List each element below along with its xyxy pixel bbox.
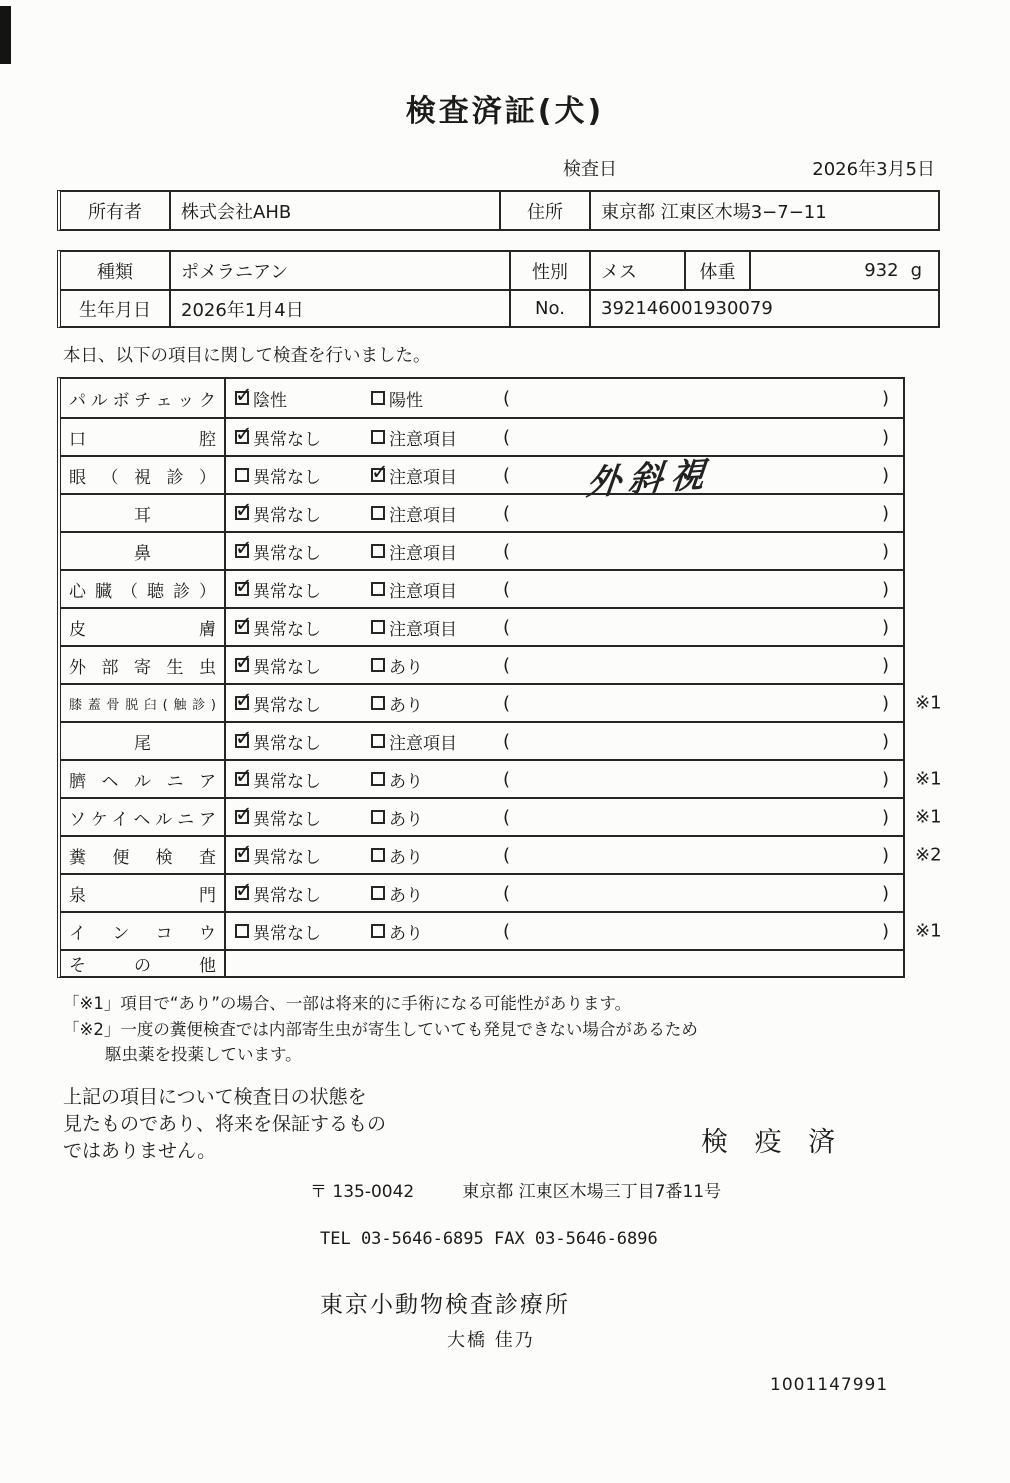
exam-option-2-label: 注意項目 [389, 543, 457, 564]
paren-open: ( [503, 882, 511, 904]
exam-option-1 [235, 767, 371, 792]
exam-option-2-label: 注意項目 [389, 581, 457, 602]
exam-row [61, 607, 903, 645]
paren-close: ) [881, 502, 889, 524]
exam-result-cell [226, 723, 903, 759]
paren-close: ) [881, 882, 889, 904]
birth-label: 生年月日 [79, 299, 151, 321]
checkbox-icon [235, 506, 249, 520]
paren-close: ) [881, 654, 889, 676]
exam-option-1-label: 異常なし [253, 809, 321, 830]
exam-option-1-label: 異常なし [253, 429, 321, 450]
exam-result-cell [226, 495, 903, 531]
exam-item-label: 膝蓋骨脱臼(触診) [69, 697, 216, 713]
exam-result-cell [226, 875, 903, 911]
paren-open: ( [503, 730, 511, 752]
exam-row [61, 759, 942, 797]
exam-note-area [501, 883, 891, 904]
exam-result-cell [226, 419, 903, 455]
checkbox-icon [235, 391, 249, 405]
checkbox-icon [371, 734, 385, 748]
sex-value: メス [589, 252, 684, 289]
exam-item-cell [61, 379, 226, 417]
paren-open: ( [503, 920, 511, 942]
exam-item-cell [61, 609, 226, 645]
paren-open: ( [503, 387, 511, 409]
paren-open: ( [503, 578, 511, 600]
exam-row [61, 453, 903, 504]
exam-item-label: 口腔 [69, 429, 216, 450]
exam-option-2-label: あり [389, 847, 423, 868]
exam-option-2 [371, 615, 501, 640]
checkbox-icon [235, 734, 249, 748]
paren-close: ) [881, 730, 889, 752]
exam-option-1-label: 異常なし [253, 505, 321, 526]
handwritten-note: 外斜視 [584, 453, 715, 504]
disclaimer-line-1: 上記の項目について検査日の状態を [63, 1085, 367, 1108]
paren-close: ) [881, 806, 889, 828]
exam-item-cell [61, 723, 226, 759]
exam-result-cell [226, 913, 903, 949]
exam-item-label: 尾 [134, 733, 151, 754]
checkbox-icon [371, 506, 385, 520]
paren-close: ) [881, 616, 889, 638]
exam-item-cell [61, 533, 226, 569]
exam-result-cell [226, 647, 903, 683]
exam-option-2 [371, 729, 501, 754]
exam-option-2 [371, 805, 501, 830]
exam-option-1 [235, 843, 371, 868]
exam-item-cell [61, 571, 226, 607]
checkbox-icon [235, 582, 249, 596]
exam-option-1-label: 異常なし [253, 733, 321, 754]
exam-item-cell [61, 913, 226, 949]
exam-option-2-label: あり [389, 923, 423, 944]
paren-open: ( [503, 654, 511, 676]
disclaimer-line-2: 見たものであり、将来を保証するもの [63, 1112, 387, 1135]
exam-item-label: 糞便検査 [69, 847, 216, 868]
exam-option-2 [371, 843, 501, 868]
exam-result-cell [226, 951, 903, 976]
exam-remark: ※1 [915, 806, 942, 828]
birth-value: 2026年1月4日 [169, 291, 509, 326]
exam-item-cell [61, 457, 226, 493]
exam-option-2-label: 注意項目 [389, 429, 457, 450]
no-value: 392146001930079 [589, 291, 938, 326]
exam-option-1-label: 陰性 [253, 390, 287, 411]
exam-option-2-label: あり [389, 657, 423, 678]
checkbox-icon [371, 696, 385, 710]
exam-remark: ※1 [915, 920, 942, 942]
paren-open: ( [503, 844, 511, 866]
exam-note-area [501, 617, 891, 638]
checkbox-icon [235, 468, 249, 482]
exam-item-cell [61, 647, 226, 683]
checkbox-icon [235, 848, 249, 862]
address-label: 住所 [499, 192, 589, 229]
footnote-2-line-1: 「※2」一度の糞便検査では内部寄生虫が寄生していても発見できない場合があるため [63, 1019, 698, 1039]
paren-close: ) [881, 426, 889, 448]
checkbox-icon [235, 886, 249, 900]
exam-note-area [501, 845, 891, 866]
exam-row [61, 493, 903, 531]
checkbox-icon [371, 886, 385, 900]
exam-option-2-label: あり [389, 771, 423, 792]
exam-option-2 [371, 539, 501, 564]
exam-option-1 [235, 425, 371, 450]
exam-item-label: 眼（視診） [69, 467, 216, 488]
checkbox-icon [371, 620, 385, 634]
exam-row [61, 379, 903, 417]
exam-option-1 [235, 919, 371, 944]
serial-number: 1001147991 [770, 1374, 889, 1395]
exam-option-1 [235, 653, 371, 678]
paren-open: ( [503, 768, 511, 790]
exam-note-area [501, 769, 891, 790]
breed-label: 種類 [97, 261, 133, 283]
exam-item-label: 鼻 [134, 543, 151, 564]
checkbox-icon [371, 544, 385, 558]
exam-option-1-label: 異常なし [253, 695, 321, 716]
exam-note-area [501, 503, 891, 524]
exam-option-2 [371, 463, 501, 488]
exam-item-cell [61, 685, 226, 721]
footnote-2-line-2: 駆虫薬を投薬しています。 [105, 1045, 302, 1065]
checkbox-icon [235, 658, 249, 672]
exam-row [61, 797, 942, 835]
disclaimer-block [63, 1084, 1010, 1165]
exam-option-2 [371, 577, 501, 602]
exam-item-label: 心臓（聴診） [69, 581, 216, 602]
owner-label: 所有者 [88, 201, 142, 223]
exam-item-label: 外部寄生虫 [69, 657, 216, 678]
exam-row [61, 835, 942, 873]
exam-option-2 [371, 425, 501, 450]
exam-option-1-label: 異常なし [253, 657, 321, 678]
exam-option-1-label: 異常なし [253, 885, 321, 906]
checkbox-icon [235, 696, 249, 710]
exam-item-label: 皮膚 [69, 619, 216, 640]
clinic-address-line [310, 1177, 1010, 1202]
exam-option-2-label: 注意項目 [389, 467, 457, 488]
exam-row [61, 721, 903, 759]
exam-option-1 [235, 463, 371, 488]
exam-item-label: その他 [69, 956, 216, 976]
exam-option-2 [371, 767, 501, 792]
exam-result-cell [226, 379, 903, 417]
exam-option-1 [235, 539, 371, 564]
clinic-name: 東京小動物検査診療所 [320, 1291, 570, 1318]
exam-result-cell [226, 761, 903, 797]
paren-close: ) [881, 464, 889, 486]
paren-open: ( [503, 692, 511, 714]
inspection-date-row [563, 155, 935, 181]
paren-close: ) [881, 768, 889, 790]
exam-option-1 [235, 729, 371, 754]
checkbox-icon [235, 430, 249, 444]
checkbox-icon [235, 772, 249, 786]
exam-result-cell [226, 837, 903, 873]
exam-item-label: 泉門 [69, 885, 216, 906]
paren-close: ) [881, 844, 889, 866]
exam-remark: ※1 [915, 768, 942, 790]
checkbox-icon [371, 391, 385, 405]
exam-option-2-label: 注意項目 [389, 505, 457, 526]
exam-row [61, 683, 942, 721]
exam-option-1-label: 異常なし [253, 847, 321, 868]
exam-note-area [501, 731, 891, 752]
exam-item-cell [61, 495, 226, 531]
pet-row-2 [61, 289, 938, 326]
exam-option-2-label: あり [389, 885, 423, 906]
clinic-address: 東京都 江東区木場三丁目7番11号 [462, 1181, 722, 1202]
exam-option-2 [371, 691, 501, 716]
exam-option-1 [235, 615, 371, 640]
tel-fax-line: TEL 03-5646-6895 FAX 03-5646-6896 [320, 1228, 658, 1249]
exam-item-cell [61, 761, 226, 797]
exam-result-cell [226, 685, 903, 721]
exam-row [61, 417, 903, 455]
checkbox-icon [235, 544, 249, 558]
exam-option-1-label: 異常なし [253, 771, 321, 792]
page-title: 検査済証(犬) [405, 94, 605, 129]
exam-item-cell [61, 419, 226, 455]
weight-label: 体重 [684, 252, 749, 289]
exam-option-1 [235, 577, 371, 602]
paren-close: ) [881, 692, 889, 714]
exam-option-1 [235, 805, 371, 830]
checkbox-icon [371, 848, 385, 862]
intro-text: 本日、以下の項目に関して検査を行いました。 [63, 346, 431, 366]
footnotes [63, 991, 1010, 1068]
exam-remark: ※2 [915, 844, 942, 866]
exam-note-area [501, 388, 891, 409]
checkbox-icon [235, 924, 249, 938]
paren-open: ( [503, 464, 511, 486]
exam-option-1-label: 異常なし [253, 619, 321, 640]
exam-option-2-label: 注意項目 [389, 733, 457, 754]
exam-option-2-label: 陽性 [389, 390, 423, 411]
checkbox-icon [371, 658, 385, 672]
checkbox-icon [371, 772, 385, 786]
exam-result-cell [226, 533, 903, 569]
exam-result-cell [226, 799, 903, 835]
exam-row [61, 645, 903, 683]
exam-option-1-label: 異常なし [253, 581, 321, 602]
exam-row [61, 873, 903, 911]
paren-close: ) [881, 387, 889, 409]
exam-option-2 [371, 501, 501, 526]
exam-result-cell [226, 571, 903, 607]
paren-open: ( [503, 426, 511, 448]
exam-result-cell [226, 609, 903, 645]
exam-item-cell [61, 799, 226, 835]
exam-note-area [501, 427, 891, 448]
inspection-date-value: 2026年3月5日 [812, 159, 935, 180]
scan-artifact [0, 6, 11, 64]
paren-open: ( [503, 540, 511, 562]
sex-label: 性別 [509, 252, 589, 289]
exam-item-label: インコウ [69, 923, 216, 944]
exam-item-cell [61, 837, 226, 873]
exam-table [57, 377, 942, 978]
exam-result-cell [226, 453, 903, 504]
exam-option-1 [235, 501, 371, 526]
breed-value: ポメラニアン [169, 252, 509, 289]
paren-close: ) [881, 540, 889, 562]
exam-note-area [501, 655, 891, 676]
exam-item-label: ソケイヘルニア [69, 809, 216, 830]
exam-option-2 [371, 881, 501, 906]
veterinarian-name: 大橋 佳乃 [447, 1329, 535, 1351]
exam-option-1 [235, 386, 371, 411]
exam-note-area [501, 541, 891, 562]
quarantine-stamp: 検 疫 済 [701, 1126, 845, 1158]
checkbox-icon [371, 582, 385, 596]
exam-option-1 [235, 881, 371, 906]
owner-row [61, 192, 938, 229]
checkbox-icon [371, 468, 385, 482]
checkbox-icon [371, 430, 385, 444]
checkbox-icon [235, 810, 249, 824]
exam-note-area [501, 453, 891, 504]
exam-row [61, 569, 903, 607]
exam-option-2 [371, 386, 501, 411]
exam-row [61, 911, 942, 949]
exam-item-cell [61, 875, 226, 911]
no-label: No. [509, 291, 589, 326]
exam-option-1-label: 異常なし [253, 923, 321, 944]
exam-option-2 [371, 653, 501, 678]
exam-item-label: 耳 [134, 505, 151, 526]
postal-code: 〒 135-0042 [310, 1181, 415, 1202]
weight-cell [749, 252, 938, 289]
exam-option-1-label: 異常なし [253, 467, 321, 488]
exam-option-2-label: あり [389, 809, 423, 830]
exam-option-2-label: 注意項目 [389, 619, 457, 640]
address-value: 東京都 江東区木場3−7−11 [589, 192, 938, 229]
weight-unit: g [910, 260, 922, 281]
exam-option-1 [235, 691, 371, 716]
footnote-1: 「※1」項目で“あり”の場合、一部は将来的に手術になる可能性があります。 [63, 994, 632, 1013]
exam-item-cell [61, 951, 226, 976]
exam-row [61, 531, 903, 569]
paren-open: ( [503, 616, 511, 638]
checkbox-icon [371, 924, 385, 938]
checkbox-icon [235, 620, 249, 634]
pet-table [57, 250, 940, 328]
exam-note-area [501, 921, 891, 942]
exam-row [61, 949, 903, 976]
disclaimer-line-3: ではありません。 [63, 1139, 217, 1162]
exam-note-area [501, 693, 891, 714]
inspection-date-label: 検査日 [563, 159, 617, 180]
paren-open: ( [503, 806, 511, 828]
exam-note-area [501, 579, 891, 600]
exam-item-label: パルボチェック [69, 390, 216, 411]
paren-close: ) [881, 578, 889, 600]
exam-option-1-label: 異常なし [253, 543, 321, 564]
paren-open: ( [503, 502, 511, 524]
disclaimer-text [63, 1084, 443, 1165]
exam-option-2 [371, 919, 501, 944]
exam-remark: ※1 [915, 692, 942, 714]
weight-value: 932 [864, 260, 899, 281]
checkbox-icon [371, 810, 385, 824]
exam-note-area [501, 807, 891, 828]
owner-value: 株式会社AHB [169, 192, 499, 229]
pet-row-1 [61, 252, 938, 289]
owner-table [57, 190, 940, 231]
paren-close: ) [881, 920, 889, 942]
exam-item-label: 臍ヘルニア [69, 771, 216, 792]
exam-option-2-label: あり [389, 695, 423, 716]
